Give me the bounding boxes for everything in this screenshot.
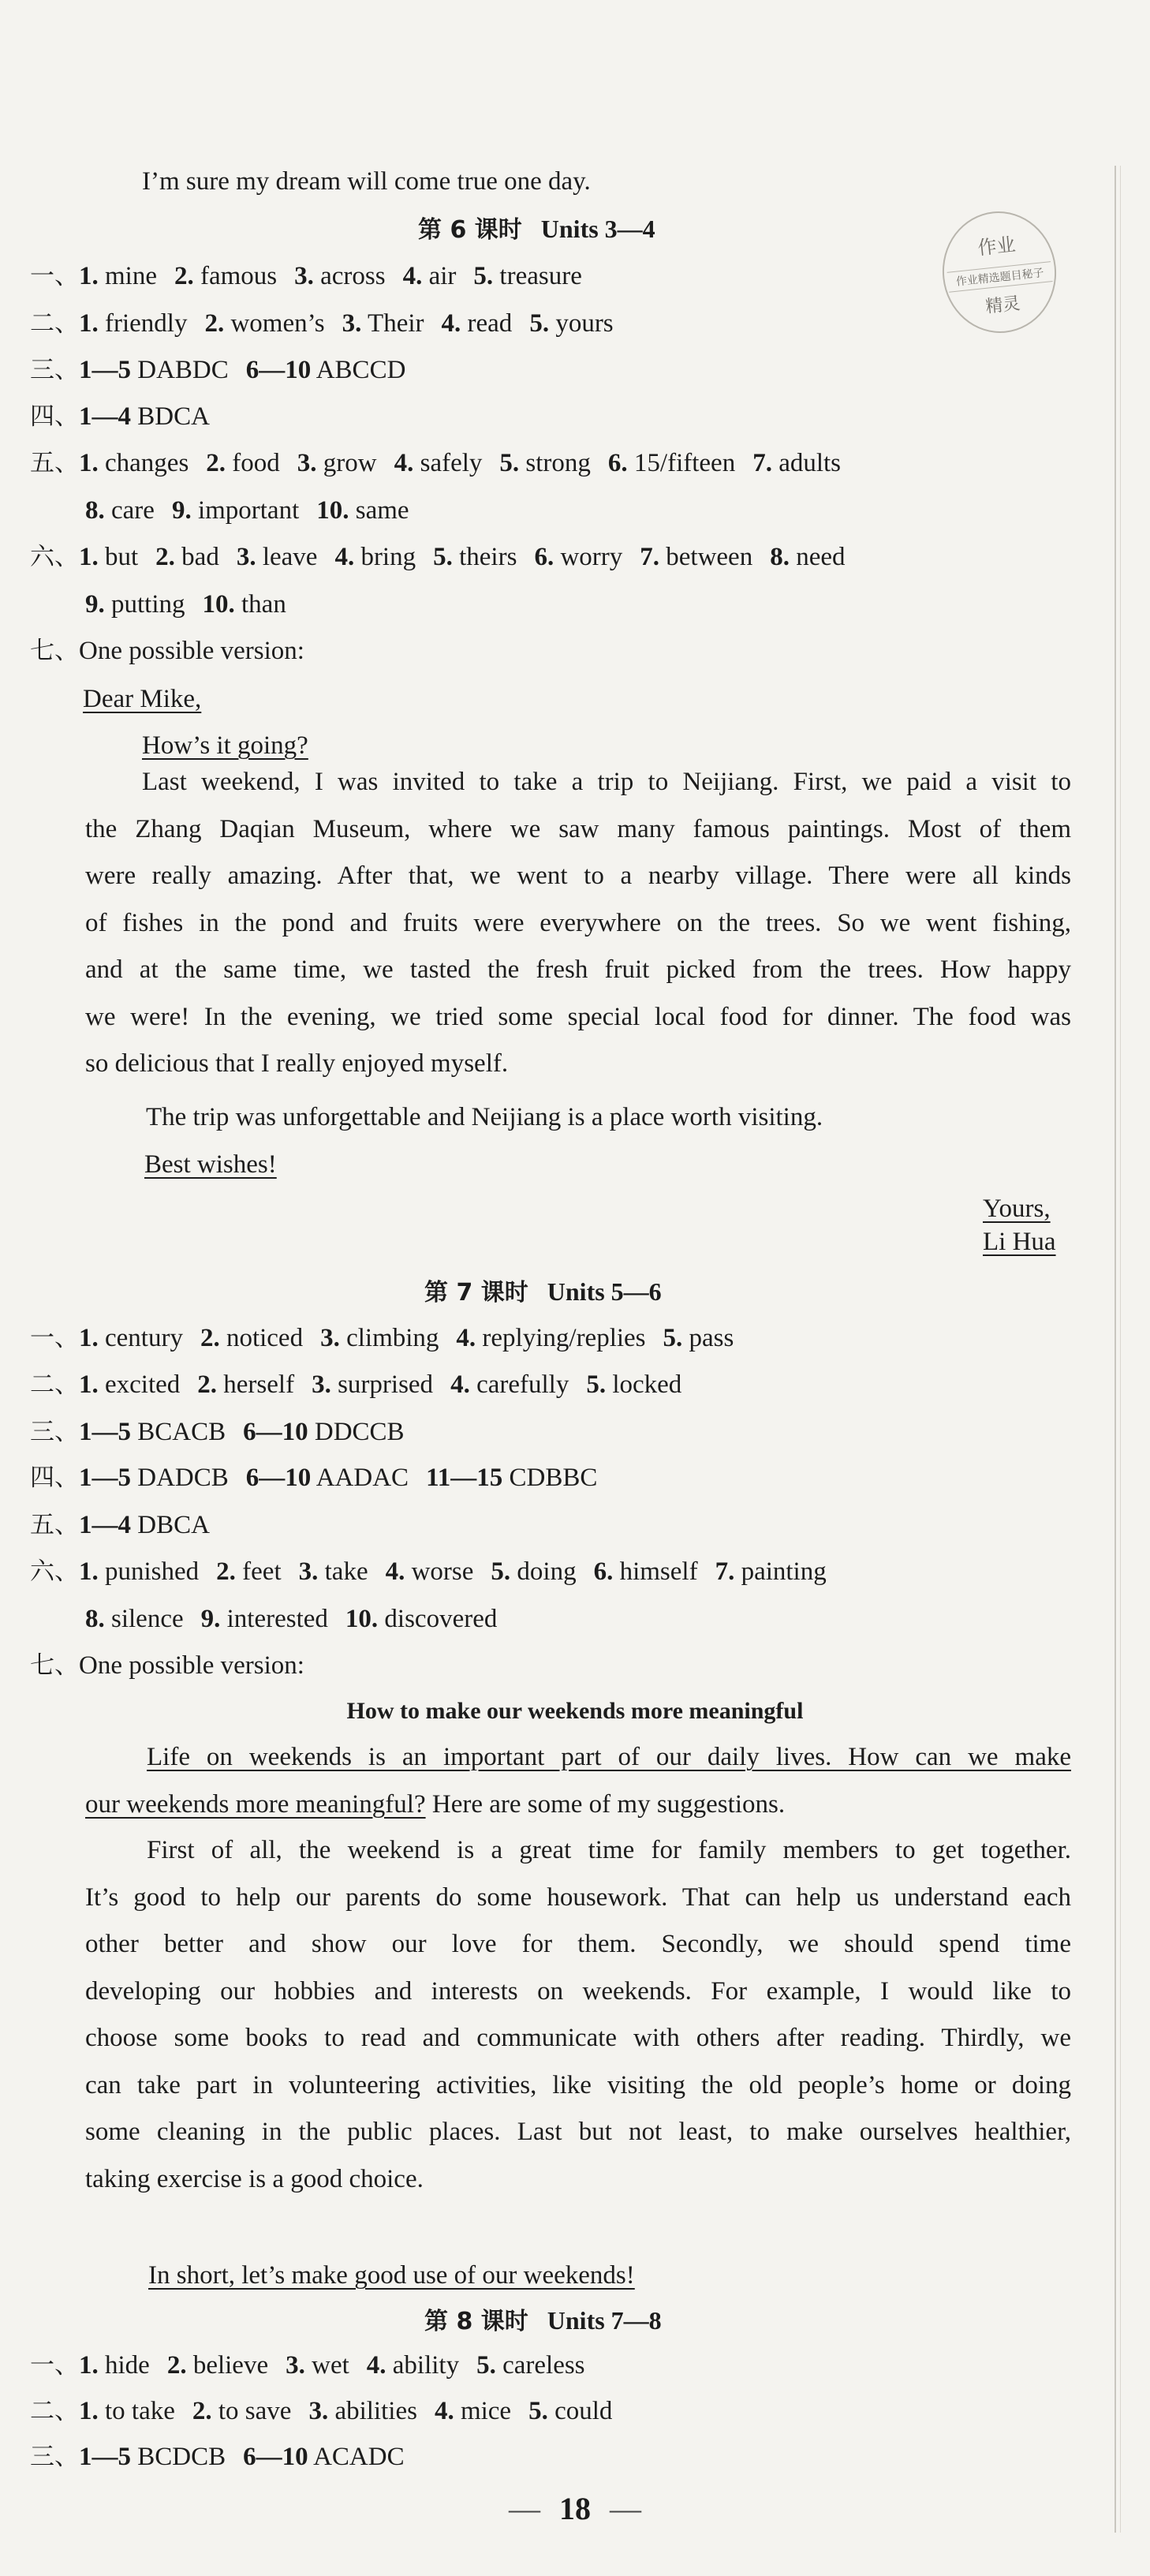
answer-item: 3. grow (297, 449, 377, 477)
answer-item: 1. hide (79, 2351, 150, 2380)
lesson7-row-3: 三、1—5 BCACB 6—10 DDCCB (30, 1418, 405, 1446)
essay-intro: Life on weekends is an important part of our daily lives. How can we make our weekends more meaningful? Here are some of my suggestions. (85, 1743, 1071, 1819)
lesson6-row-6: 六、1. but 2. bad 3. leave 4. bring 5. theirs 6. worry 7. between 8. need (30, 543, 846, 571)
answer-item: 5. could (528, 2397, 613, 2425)
lesson8-row-3: 三、1—5 BCDCB 6—10 ACADC (30, 2443, 405, 2471)
page-number: — 18 — (509, 2491, 641, 2526)
letter-sign-name: Li Hua (983, 1228, 1056, 1256)
answer-item: 1. mine (79, 262, 157, 290)
answer-item: 10. same (316, 496, 409, 525)
answer-item: 3. take (298, 1557, 368, 1586)
answer-item: 2. feet (216, 1557, 282, 1586)
letter-opening: How’s it going? (142, 731, 308, 760)
answer-item: 1. friendly (79, 309, 188, 338)
lesson6-row-2: 二、1. friendly 2. women’s 3. Their 4. read 5. yours (30, 309, 614, 338)
answer-item: 7. painting (715, 1557, 827, 1586)
lesson7-row-2: 二、1. excited 2. herself 3. surprised 4. carefully 5. locked (30, 1370, 682, 1399)
lesson7-row-5: 五、1—4 DBCA (30, 1511, 210, 1539)
answer-item: 3. leave (236, 543, 318, 571)
answer-item: 1—5 DADCB (79, 1464, 229, 1492)
answer-item: 4. bring (334, 543, 416, 571)
answer-item: 5. careless (476, 2351, 585, 2380)
letter-sign-yours: Yours, (983, 1195, 1051, 1223)
answer-item: 11—15 CDBBC (426, 1464, 598, 1492)
answer-item: 2. food (206, 449, 280, 477)
lesson6-row-5-cont (85, 495, 427, 526)
answer-item: 5. yours (529, 309, 614, 338)
answer-item: 4. carefully (450, 1370, 569, 1399)
answer-item: 1—5 BCDCB (79, 2443, 226, 2471)
answer-item: 8. silence (85, 1605, 184, 1633)
answer-item: 2. herself (197, 1370, 295, 1399)
answer-item: 4. replying/replies (456, 1324, 646, 1352)
answer-item: 2. believe (166, 2351, 269, 2380)
answer-item: 10. than (202, 590, 286, 619)
margin-line (1115, 166, 1116, 2533)
answer-item: 1. excited (79, 1370, 181, 1399)
answer-item: 4. ability (366, 2351, 460, 2380)
answer-item: 4. safely (394, 449, 483, 477)
answer-item: 1. changes (79, 449, 189, 477)
lesson6-row-6-cont (85, 589, 304, 620)
lesson6-row-5: 五、1. changes 2. food 3. grow 4. safely 5. strong 6. 15/fifteen 7. adults (30, 449, 842, 477)
answer-item: 3. across (294, 262, 386, 290)
answer-item: 3. wet (286, 2351, 349, 2380)
answer-item: 8. need (770, 543, 846, 571)
lesson6-heading: 第 6 课时 Units 3—4 (418, 215, 655, 244)
answer-item: 1. to take (79, 2397, 175, 2425)
answer-item: 5. doing (491, 1557, 577, 1586)
lesson6-row-3: 三、1—5 DABDC 6—10 ABCCD (30, 356, 406, 384)
answer-item: 4. mice (434, 2397, 512, 2425)
answer-item: 9. important (171, 496, 300, 525)
answer-item: 1—5 DABDC (79, 356, 229, 384)
answer-item: 5. treasure (473, 262, 582, 290)
answer-item: 5. pass (663, 1324, 734, 1352)
answer-item: 10. discovered (345, 1605, 498, 1633)
answer-item: 1—4 BDCA (79, 402, 210, 431)
lesson7-row-6-cont (85, 1603, 514, 1635)
answer-item: 4. worse (385, 1557, 474, 1586)
answer-item: 1—5 BCACB (79, 1418, 226, 1446)
lesson6-row-1: 一、1. mine 2. famous 3. across 4. air 5. treasure (30, 262, 582, 290)
answer-item: 5. locked (586, 1370, 682, 1399)
letter-body: Last weekend, I was invited to take a trip to Neijiang. First, we paid a visit to the Zhang Daqian Museum, where we saw many famous paintings. Most of them were really amazing. After that, we went to a nearby village. There were all kinds of fishes in the pond and fruits were everywhere on the trees. So we went fishing, and at the same time, we tasted the fresh fruit picked from the trees. How happy we were! In the evening, we tried some special local food for dinner. The food was so delicious that I really enjoyed myself. (85, 768, 1071, 1078)
lesson8-row-1: 一、1. hide 2. believe 3. wet 4. ability 5. careless (30, 2351, 585, 2380)
answer-item: 1. century (79, 1324, 183, 1352)
lesson7-row-6: 六、1. punished 2. feet 3. take 4. worse 5. doing 6. himself 7. painting (30, 1557, 827, 1586)
answer-item: 7. between (640, 543, 753, 571)
lesson7-row-1: 一、1. century 2. noticed 3. climbing 4. replying/replies 5. pass (30, 1324, 734, 1352)
answer-item: 3. climbing (320, 1324, 439, 1352)
answer-item: 9. interested (200, 1605, 328, 1633)
answer-item: 3. abilities (308, 2397, 417, 2425)
letter-closing: Best wishes! (144, 1150, 277, 1179)
answer-item: 6. himself (593, 1557, 698, 1586)
answer-item: 2. famous (174, 262, 278, 290)
answer-item: 6. 15/fifteen (607, 449, 736, 477)
answer-item: 6. worry (534, 543, 623, 571)
lesson6-row-7: 七、One possible version: (30, 637, 304, 665)
lesson7-heading: 第 7 课时 Units 5—6 (424, 1277, 662, 1307)
answer-item: 8. care (85, 496, 155, 525)
answer-item: 6—10 ACADC (243, 2443, 405, 2471)
margin-line-inner (1120, 166, 1121, 2533)
answer-item: 5. strong (499, 449, 591, 477)
answer-item: 2. to save (192, 2397, 292, 2425)
answer-item: 9. putting (85, 590, 185, 619)
answer-item: 2. women’s (204, 309, 325, 338)
answer-item: 2. bad (155, 543, 219, 571)
top-sentence: I’m sure my dream will come true one day. (142, 167, 591, 196)
answer-item: 4. air (402, 262, 457, 290)
letter-para2: The trip was unforgettable and Neijiang is a place worth visiting. (146, 1103, 823, 1131)
answer-item: 3. Their (342, 309, 424, 338)
lesson8-heading: 第 8 课时 Units 7—8 (424, 2306, 662, 2335)
answer-item: 6—10 ABCCD (245, 356, 406, 384)
answer-item: 4. read (441, 309, 513, 338)
lesson8-row-2: 二、1. to take 2. to save 3. abilities 4. mice 5. could (30, 2397, 613, 2425)
answer-item: 1. punished (79, 1557, 200, 1586)
answer-item: 6—10 AADAC (245, 1464, 409, 1492)
answer-item: 7. adults (752, 449, 842, 477)
answer-item: 3. surprised (312, 1370, 434, 1399)
essay-title: How to make our weekends more meaningful (346, 1698, 804, 1724)
answer-item: 2. noticed (200, 1324, 304, 1352)
lesson6-row-4: 四、1—4 BDCA (30, 402, 210, 431)
answer-item: 5. theirs (433, 543, 517, 571)
essay-body: First of all, the weekend is a great time for family members to get together. It’s good to help our parents do some housework. That can help us understand each other better and show our love for them. Secondly, we should spend time developing our hobbies and interests on weekends. For example, I would like to choose some books to read and communicate with others after reading. Thirdly, we can take part in volunteering activities, like visiting the old people’s home or doing some cleaning in the public places. Last but not least, to make ourselves healthier, taking exercise is a good choice. (85, 1836, 1071, 2193)
letter-greeting: Dear Mike, (83, 685, 202, 713)
essay-conclusion: In short, let’s make good use of our weekends! (148, 2261, 635, 2290)
answer-item: 6—10 DDCCB (243, 1418, 405, 1446)
answer-item: 1. but (79, 543, 139, 571)
lesson7-row-4: 四、1—5 DADCB 6—10 AADAC 11—15 CDBBC (30, 1464, 598, 1492)
homework-sprite-stamp: 作业 作业精选题目秘子 精灵 (936, 206, 1062, 338)
answer-item: 1—4 DBCA (79, 1511, 210, 1539)
lesson7-row-7: 七、One possible version: (30, 1651, 304, 1680)
